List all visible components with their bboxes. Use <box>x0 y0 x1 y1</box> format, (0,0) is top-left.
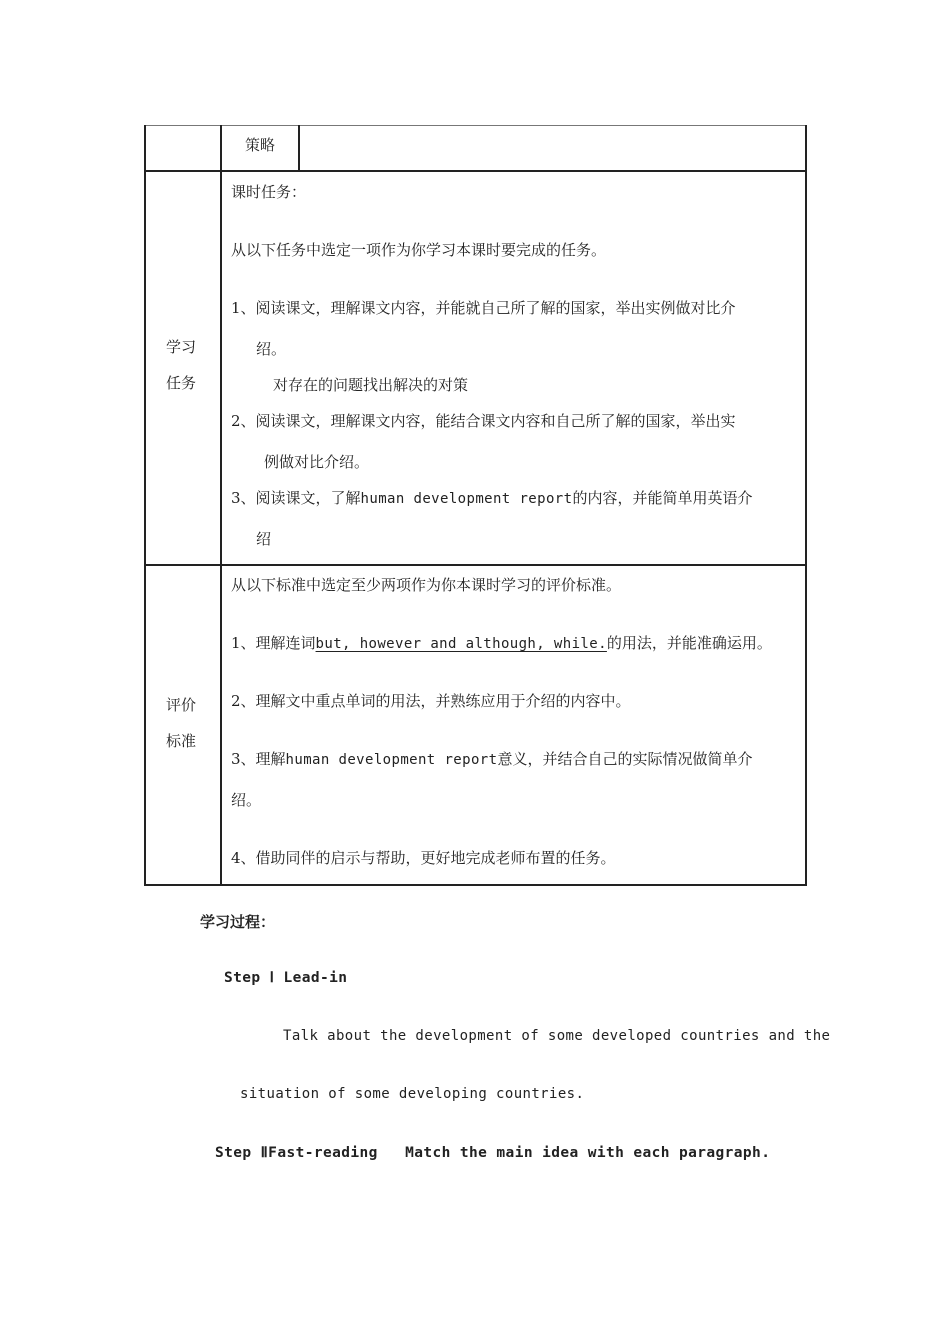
task-item-3-english: human development report <box>360 491 573 507</box>
row2-bottom-border <box>144 564 807 566</box>
criteria-item-3-english: human development report <box>285 752 498 768</box>
task-item-3-suffix: 的内容，并能简单用英语介 <box>572 489 753 507</box>
criteria-item-1-prefix: 1、理解连词 <box>231 634 316 652</box>
task-item-3-prefix: 3、阅读课文，了解 <box>231 489 361 507</box>
criteria-item-3-line1 <box>231 748 752 769</box>
tasks-heading: 课时任务： <box>231 183 307 201</box>
criteria-item-2: 2、理解文中重点单词的用法，并熟练应用于介绍的内容中。 <box>231 692 631 710</box>
criteria-item-1-suffix: 的用法，并能准确运用。 <box>606 634 772 652</box>
task-item-3-line1 <box>231 487 752 508</box>
tasks-label-line2: 任务 <box>166 374 197 392</box>
step1-line1: Talk about the development of some developed countries and the <box>283 1028 831 1044</box>
criteria-item-1 <box>231 632 772 653</box>
row1-col-divider <box>298 125 300 171</box>
criteria-item-3-line2: 绍。 <box>231 791 262 809</box>
table-left-border <box>144 125 146 885</box>
strategy-label: 策略 <box>245 136 276 154</box>
step1-line2: situation of some developing countries. <box>240 1086 585 1102</box>
task-item-2-line2: 例做对比介绍。 <box>264 453 370 471</box>
criteria-label-line1: 评价 <box>166 696 197 714</box>
tasks-intro: 从以下任务中选定一项作为你学习本课时要完成的任务。 <box>231 241 607 259</box>
step1-title: Step Ⅰ Lead-in <box>224 970 348 986</box>
criteria-item-4: 4、借助同伴的启示与帮助，更好地完成老师布置的任务。 <box>231 849 616 867</box>
task-item-1-line3: 对存在的问题找出解决的对策 <box>273 376 469 394</box>
step2-title: Step ⅡFast-reading Match the main idea with each paragraph. <box>215 1145 771 1161</box>
tasks-label-line1: 学习 <box>166 338 197 356</box>
table-bottom-border <box>144 884 807 886</box>
criteria-intro: 从以下标准中选定至少两项作为你本课时学习的评价标准。 <box>231 576 622 594</box>
criteria-item-1-english: but, however and although, while. <box>315 636 607 652</box>
task-item-2-line1: 2、阅读课文，理解课文内容，能结合课文内容和自己所了解的国家，举出实 <box>231 412 736 430</box>
criteria-label-line2: 标准 <box>166 732 197 750</box>
task-item-1-line1: 1、阅读课文，理解课文内容，并能就自己所了解的国家，举出实例做对比介 <box>231 299 736 317</box>
criteria-item-3-prefix: 3、理解 <box>231 750 286 768</box>
table-top-border <box>144 125 806 126</box>
criteria-item-3-suffix: 意义，并结合自己的实际情况做简单介 <box>497 750 753 768</box>
table-right-border <box>805 125 807 885</box>
task-item-3-line2: 绍 <box>256 530 272 548</box>
table-col-divider <box>220 125 222 885</box>
task-item-1-line2: 绍。 <box>256 340 287 358</box>
process-heading: 学习过程： <box>200 913 276 931</box>
row1-bottom-border <box>144 170 807 172</box>
